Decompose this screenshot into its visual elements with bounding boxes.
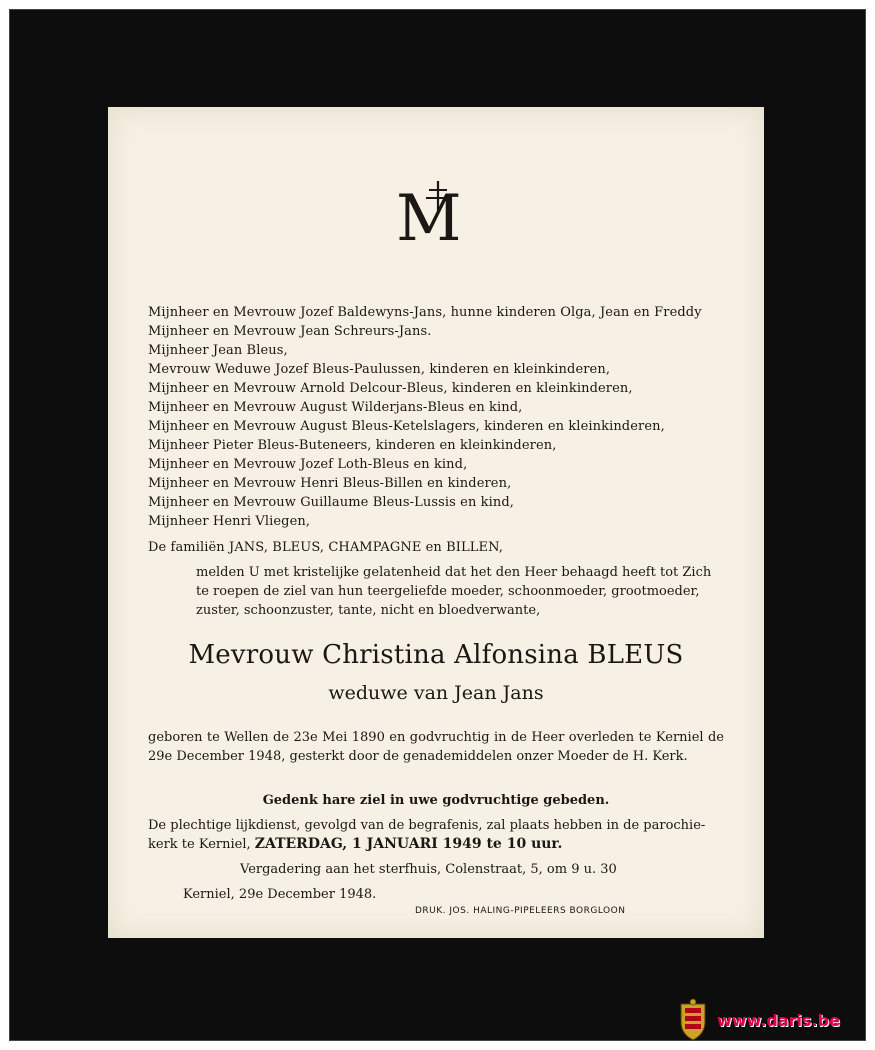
announcement-line: te roepen de ziel van hun teergeliefde moeder, schoonmoeder, grootmoeder,: [196, 584, 700, 599]
funeral-paragraph: [148, 816, 724, 854]
mourner-line: Mijnheer en Mevrouw Jozef Loth-Bleus en kind,: [148, 457, 468, 472]
printer-credit: DRUK. JOS. HALING-PIPELEERS BORGLOON: [415, 906, 626, 916]
meeting-line: Vergadering aan het sterfhuis, Colenstraat, 5, om 9 u. 30: [240, 862, 617, 877]
funeral-line-2-prefix: kerk te Kerniel,: [148, 837, 251, 852]
mourner-line: Mijnheer en Mevrouw Henri Bleus-Billen en kinderen,: [148, 476, 512, 491]
mourner-line: Mijnheer en Mevrouw August Wilderjans-Bleus en kind,: [148, 400, 523, 415]
funeral-line-1: De plechtige lijkdienst, gevolgd van de begrafenis, zal plaats hebben in de parochie-: [148, 818, 706, 833]
watermark-url: www.daris.be: [717, 1011, 840, 1030]
mourner-line: Mijnheer en Mevrouw Jean Schreurs-Jans.: [148, 324, 432, 339]
mourner-line: Mijnheer en Mevrouw August Bleus-Ketelslagers, kinderen en kleinkinderen,: [148, 419, 665, 434]
monogram-letter: M: [396, 182, 462, 256]
site-watermark: [673, 998, 863, 1042]
birth-death-paragraph: geboren te Wellen de 23e Mei 1890 en godvruchtig in de Heer overleden te Kerniel de 29e December 1948, gesterkt door de genademiddelen onzer Moeder de H. Kerk.: [148, 730, 724, 764]
mourner-line: Mijnheer en Mevrouw Guillaume Bleus-Lussis en kind,: [148, 495, 515, 510]
prayer-line: Gedenk hare ziel in uwe godvruchtige gebeden.: [262, 793, 610, 808]
funeral-date-time: ZATERDAG, 1 JANUARI 1949 te 10 uur.: [254, 836, 563, 852]
mourner-line: Mijnheer en Mevrouw Jozef Baldewyns-Jans, hunne kinderen Olga, Jean en Freddy: [148, 305, 702, 320]
mourner-line: Mijnheer Jean Bleus,: [148, 343, 288, 358]
coat-of-arms-icon: [673, 998, 713, 1042]
announcement-line: melden U met kristelijke gelatenheid dat het den Heer behaagd heeft tot Zich: [196, 565, 712, 580]
place-date: Kerniel, 29e December 1948.: [183, 887, 377, 902]
mourner-line: Mijnheer Henri Vliegen,: [148, 514, 311, 529]
mourning-card: [108, 107, 764, 938]
mourner-line: Mijnheer en Mevrouw Arnold Delcour-Bleus, kinderen en kleinkinderen,: [148, 381, 633, 396]
families-line: De familiën JANS, BLEUS, CHAMPAGNE en BILLEN,: [148, 540, 503, 555]
deceased-name: Mevrouw Christina Alfonsina BLEUS: [188, 640, 684, 670]
announcement-line: zuster, schoonzuster, tante, nicht en bloedverwante,: [196, 603, 541, 618]
mourner-line: Mijnheer Pieter Bleus-Buteneers, kinderen en kleinkinderen,: [148, 438, 557, 453]
monogram-m-with-cross: [388, 177, 488, 257]
mourner-line: Mevrouw Weduwe Jozef Bleus-Paulussen, kinderen en kleinkinderen,: [148, 362, 611, 377]
widow-of-line: weduwe van Jean Jans: [328, 682, 544, 704]
